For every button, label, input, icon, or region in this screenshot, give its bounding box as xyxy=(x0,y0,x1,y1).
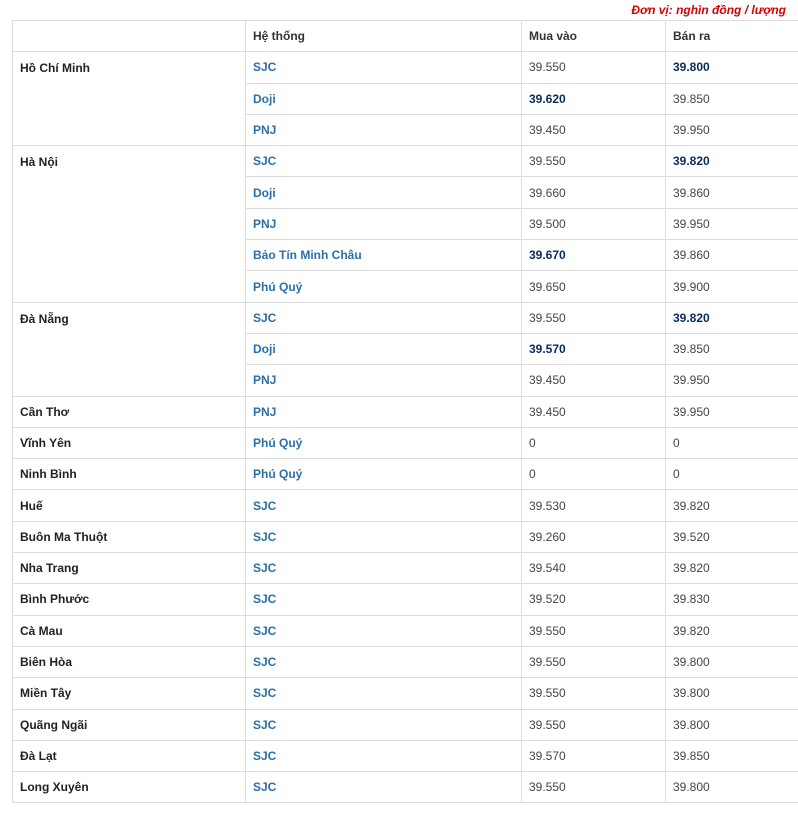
table-row xyxy=(13,709,798,740)
table-row xyxy=(13,772,798,803)
system-link[interactable]: SJC xyxy=(246,52,522,83)
buy-price: 39.620 xyxy=(522,83,666,114)
sell-price: 39.950 xyxy=(666,365,798,396)
unit-note: Đơn vị: nghìn đồng / lượng xyxy=(631,3,786,17)
sell-price: 39.830 xyxy=(666,584,798,615)
sell-price: 39.850 xyxy=(666,740,798,771)
system-link[interactable]: SJC xyxy=(246,553,522,584)
region-name: Cà Mau xyxy=(13,615,246,646)
system-link[interactable]: SJC xyxy=(246,709,522,740)
sell-price: 39.520 xyxy=(666,521,798,552)
system-link[interactable]: SJC xyxy=(246,146,522,177)
region-name: Bình Phước xyxy=(13,584,246,615)
sell-price: 39.850 xyxy=(666,83,798,114)
sell-price: 39.900 xyxy=(666,271,798,302)
table-header-row xyxy=(13,21,798,52)
region-name: Đà Lạt xyxy=(13,740,246,771)
system-link[interactable]: Doji xyxy=(246,83,522,114)
buy-price: 39.660 xyxy=(522,177,666,208)
buy-price: 39.550 xyxy=(522,646,666,677)
table-row xyxy=(13,459,798,490)
sell-price: 0 xyxy=(666,427,798,458)
buy-price: 39.550 xyxy=(522,146,666,177)
system-link[interactable]: SJC xyxy=(246,678,522,709)
system-link[interactable]: PNJ xyxy=(246,365,522,396)
system-link[interactable]: Phú Quý xyxy=(246,427,522,458)
sell-price: 39.820 xyxy=(666,615,798,646)
sell-price: 39.850 xyxy=(666,333,798,364)
system-link[interactable]: SJC xyxy=(246,521,522,552)
buy-price: 39.550 xyxy=(522,615,666,646)
system-link[interactable]: Phú Quý xyxy=(246,459,522,490)
table-row xyxy=(13,584,798,615)
system-link[interactable]: PNJ xyxy=(246,396,522,427)
sell-price: 39.860 xyxy=(666,177,798,208)
table-row xyxy=(13,146,798,177)
region-name: Huế xyxy=(13,490,246,521)
buy-price: 39.260 xyxy=(522,521,666,552)
buy-price: 39.550 xyxy=(522,52,666,83)
table-row xyxy=(13,615,798,646)
system-link[interactable]: SJC xyxy=(246,615,522,646)
buy-price: 0 xyxy=(522,427,666,458)
buy-price: 39.650 xyxy=(522,271,666,302)
buy-price: 39.450 xyxy=(522,365,666,396)
region-name: Nha Trang xyxy=(13,553,246,584)
sell-price: 39.820 xyxy=(666,302,798,333)
table-row xyxy=(13,740,798,771)
table-row xyxy=(13,52,798,83)
system-link[interactable]: SJC xyxy=(246,302,522,333)
region-name: Miền Tây xyxy=(13,678,246,709)
sell-price: 39.820 xyxy=(666,490,798,521)
region-name: Quãng Ngãi xyxy=(13,709,246,740)
table-row xyxy=(13,302,798,333)
system-link[interactable]: SJC xyxy=(246,772,522,803)
region-name: Cần Thơ xyxy=(13,396,246,427)
table-row xyxy=(13,646,798,677)
system-link[interactable]: PNJ xyxy=(246,208,522,239)
table-row xyxy=(13,521,798,552)
sell-price: 39.860 xyxy=(666,240,798,271)
buy-price: 39.550 xyxy=(522,772,666,803)
sell-price: 39.950 xyxy=(666,396,798,427)
buy-price: 39.570 xyxy=(522,333,666,364)
header-region xyxy=(13,21,246,52)
system-link[interactable]: PNJ xyxy=(246,114,522,145)
system-link[interactable]: SJC xyxy=(246,740,522,771)
gold-price-table xyxy=(12,20,798,803)
table-body xyxy=(13,52,798,803)
system-link[interactable]: SJC xyxy=(246,490,522,521)
buy-price: 39.550 xyxy=(522,709,666,740)
sell-price: 39.800 xyxy=(666,709,798,740)
buy-price: 39.450 xyxy=(522,396,666,427)
buy-price: 0 xyxy=(522,459,666,490)
sell-price: 39.800 xyxy=(666,772,798,803)
buy-price: 39.450 xyxy=(522,114,666,145)
sell-price: 39.820 xyxy=(666,146,798,177)
buy-price: 39.550 xyxy=(522,302,666,333)
buy-price: 39.570 xyxy=(522,740,666,771)
buy-price: 39.500 xyxy=(522,208,666,239)
header-sell: Bán ra xyxy=(666,21,798,52)
region-name: Buôn Ma Thuột xyxy=(13,521,246,552)
sell-price: 39.820 xyxy=(666,553,798,584)
buy-price: 39.670 xyxy=(522,240,666,271)
system-link[interactable]: SJC xyxy=(246,584,522,615)
system-link[interactable]: Bảo Tín Minh Châu xyxy=(246,240,522,271)
table-row xyxy=(13,553,798,584)
system-link[interactable]: Doji xyxy=(246,177,522,208)
region-name: Biên Hòa xyxy=(13,646,246,677)
sell-price: 39.950 xyxy=(666,114,798,145)
region-name: Ninh Bình xyxy=(13,459,246,490)
sell-price: 39.800 xyxy=(666,646,798,677)
buy-price: 39.540 xyxy=(522,553,666,584)
table-row xyxy=(13,678,798,709)
header-buy: Mua vào xyxy=(522,21,666,52)
system-link[interactable]: SJC xyxy=(246,646,522,677)
table-row xyxy=(13,490,798,521)
region-name: Hồ Chí Minh xyxy=(13,52,246,146)
system-link[interactable]: Doji xyxy=(246,333,522,364)
sell-price: 39.800 xyxy=(666,678,798,709)
region-name: Đà Nẵng xyxy=(13,302,246,396)
table-row xyxy=(13,427,798,458)
sell-price: 0 xyxy=(666,459,798,490)
system-link[interactable]: Phú Quý xyxy=(246,271,522,302)
region-name: Long Xuyên xyxy=(13,772,246,803)
sell-price: 39.950 xyxy=(666,208,798,239)
sell-price: 39.800 xyxy=(666,52,798,83)
buy-price: 39.530 xyxy=(522,490,666,521)
header-system: Hệ thống xyxy=(246,21,522,52)
buy-price: 39.520 xyxy=(522,584,666,615)
region-name: Hà Nội xyxy=(13,146,246,302)
table-row xyxy=(13,396,798,427)
buy-price: 39.550 xyxy=(522,678,666,709)
region-name: Vĩnh Yên xyxy=(13,427,246,458)
